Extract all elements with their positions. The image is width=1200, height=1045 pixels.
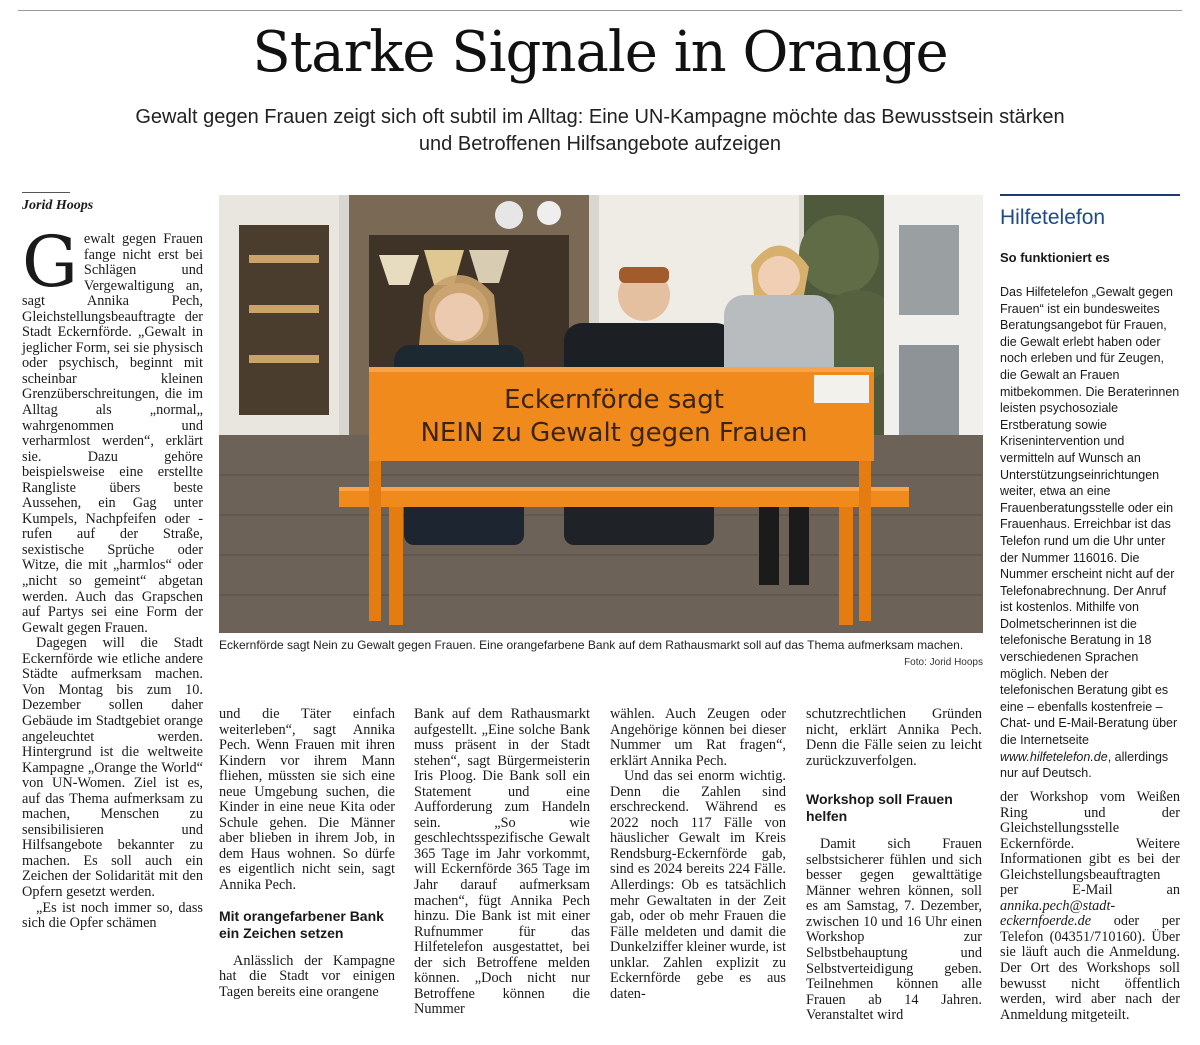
paragraph: Und das sei enorm wichtig. Denn die Zahlen sind erschreckend. Während es 2022 noch 117 Fälle von häuslicher Gewalt im Kreis Rendsburg-Eckernförde gab, sind es 2024 bereits 224 Fälle. Allerdings: Ob es tatsächlich mehr Gewaltaten in der Zeit gab, oder ob mehr Frauen die Fälle meldeten und damit die Dunkelziffer kleiner wurde, ist unklar. Zahlen explizit zu Eckernförde gebe es aus daten- [610,768,787,1002]
bench-text-line-2: NEIN zu Gewalt gegen Frauen [420,418,808,448]
article-column-3 [414,707,590,1018]
subtitle: Gewalt gegen Frauen zeigt sich oft subtil im Alltag: Eine UN-Kampagne möchte das Bewusstsein stärken und Betroffenen Hilfsangebote aufzeigen [135,106,1065,155]
article-column-4 [610,707,786,1002]
paragraph-intro [22,221,203,636]
article-column-5 [806,707,982,1024]
dropcap: G [22,221,78,303]
author-rule [22,192,70,193]
top-rule [18,10,1182,11]
paragraph: Damit sich Frauen selbstsicherer fühlen und sich besser gegen gewalttätige Männer wehren können, soll es am Samstag, 7. Dezember, zwischen 10 und 16 Uhr einen Workshop zur Selbstbehauptung und Selbstverteidigung geben. Teilnehmen können alle Frauen ab 14 Jahren. Veranstaltet wird [806,836,982,1024]
paragraph: wählen. Auch Zeugen oder Angehörige können bei dieser Nummer um Rat fragen“, erklärt Annika Pech. [610,706,786,769]
hilfetelefon-link[interactable]: www.hilfetelefon.de [1000,749,1108,764]
headline: Starke Signale in Orange [252,20,948,85]
subhead-bank: Mit orangefarbener Bank ein Zeichen setzen [219,907,384,941]
paragraph-intro-text: ewalt gegen Frauen fange nicht erst bei Schlägen und Vergewaltigung an, sagt Annika Pech, Gleichstellungsbeauftragte der Stadt Eckernförde. „Gewalt in jeglicher Form, sei sie physisch oder psychisch, beginnt mit scheinbar kleinen Grenzüberschreitungen, die im Alltag als „normal„ wahrgenommen und verharmlost werden“, erklärt sie. Dazu gehöre beispielsweise eine erstellte Rangliste übers beste Aussehen, ein Gag unter Kumpels, Nachpfeifen oder -rufen auf der Straße, sexistische Sprüche oder Witze, die mit „harmlos“ oder „nicht so gemeint“ abgetan werden. Auch das Grapschen auf Partys sei eine Form der Gewalt gegen Frauen. [22,231,203,636]
sidebar-rule [1000,194,1180,196]
sidebar-body [1000,284,1182,782]
bench-photo-illustration [219,195,983,633]
paragraph: und die Täter einfach weiterleben“, sagt Annika Pech. Wenn Frauen mit ihren Kindern vor ihrem Mann fliehen, müssten sie sich eine neue Umgebung suchen, die Kinder in eine neue Kita oder Schule gehen. Die Männer aber blieben in ihrem Job, in dem Haus wohnen. So dürfe es eigentlich nicht sein, sagt Annika Pech. [219,706,395,894]
photo-credit: Foto: Jorid Hoops [904,657,983,668]
paragraph: schutzrechtlichen Gründen nicht, erklärt Annika Pech. Denn die Fälle seien zu leicht zurückzuverfolgen. [806,706,982,769]
article-column-2 [219,707,395,1000]
sidebar-body-end: , allerdings nur auf Deutsch. [1000,749,1169,781]
paragraph-text: der Workshop vom Weißen Ring und der Gleichstellungsstelle Eckernförde. Weitere Informationen gibt es bei der Gleichstellungsbeauftragten per E-Mail an [1000,789,1180,899]
article-column-6 [1000,790,1180,1023]
paragraph: Dagegen will die Stadt Eckernförde wie etliche andere Städte aufmerksam machen. Von Montag bis zum 10. Dezember sollen daher Gebäude im Stadtgebiet orange angeleuchtet werden. Hintergrund ist die weltweite Kampagne „Orange the World“ von UN-Women. Ziel ist es, auf das Thema aufmerksam zu machen, Menschen zu sensibilisieren und Hilfsangebote bekannter zu machen. Es soll auch ein Zeichen der Solidarität mit den Opfern gesetzt werden. [22,635,203,900]
email-link[interactable]: annika.pech@stadt-eckernfoerde.de [1000,897,1116,930]
paragraph: Bank auf dem Rathausmarkt aufgestellt. „Eine solche Bank muss präsent in der Stadt stehen“, sagt Bürgermeisterin Iris Ploog. Die Bank soll ein Statement und eine Aufforderung zum Handeln sein. „So wie geschlechtsspezifische Gewalt 365 Tage im Jahr vorkommt, will Eckernförde 365 Tage im Jahr darauf aufmerksam machen“, fügt Annika Pech hinzu. Die Bank ist mit einer Rufnummer für das Hilfetelefon ausgestattet, bei der sich Betroffene melden können. „Doch nicht nur Betroffene können die Nummer [414,706,590,1018]
bench-text-line-1: Eckernförde sagt [504,385,724,415]
article-photo [219,195,983,633]
paragraph: Anlässlich der Kampagne hat die Stadt vor einigen Tagen bereits eine orangene [219,952,395,1000]
sidebar-body-text: Das Hilfetelefon „Gewalt gegen Frauen“ ist ein bundesweites Beratungsangebot für Frauen, die Gewalt erlebt haben oder noch erleben und für Zeugen, die Gewalt an Frauen mitbekommen. Die Beraterinnen leisten psychosoziale Erstberatung sowie Krisenintervention und vermitteln auf Wunsch an Unterstützungseinrichtungen weiter, etwa an eine Frauenberatungsstelle oder ein Frauenhaus. Erreichbar ist das Telefon rund um die Uhr unter der Nummer 116016. Die Nummer erscheint nicht auf der Telefonabrechnung. Der Anruf ist kostenlos. Mithilfe von Dolmetscherinnen ist die telefonische Beratung in 18 verschiedenen Sprachen möglich. Neben der telefonischen Beratung gibt es eine – ebenfalls kostenfreie – Chat- und E-Mail-Beratung über die Internetseite [1000,285,1180,748]
subhead-workshop: Workshop soll Frauen helfen [806,791,953,825]
sidebar-title: Hilfetelefon [1000,206,1106,229]
paragraph-text: oder per Telefon (04351/710160). Über sie läuft auch die Anmeldung. Der Ort des Workshops soll bewusst nicht öffentlich werden, wird aber nach der Anmeldung mitgeteilt. [1000,913,1181,1023]
sidebar-subhead: So funktioniert es [1000,250,1110,265]
paragraph: „Es ist noch immer so, dass sich die Opfer schämen [22,899,203,932]
paragraph [1000,790,1180,1023]
article-column-1 [22,221,203,932]
photo-caption: Eckernförde sagt Nein zu Gewalt gegen Frauen. Eine orangefarbene Bank auf dem Rathausmarkt soll auf das Thema aufmerksam machen. [219,638,964,652]
author-byline: Jorid Hoops [22,198,94,213]
